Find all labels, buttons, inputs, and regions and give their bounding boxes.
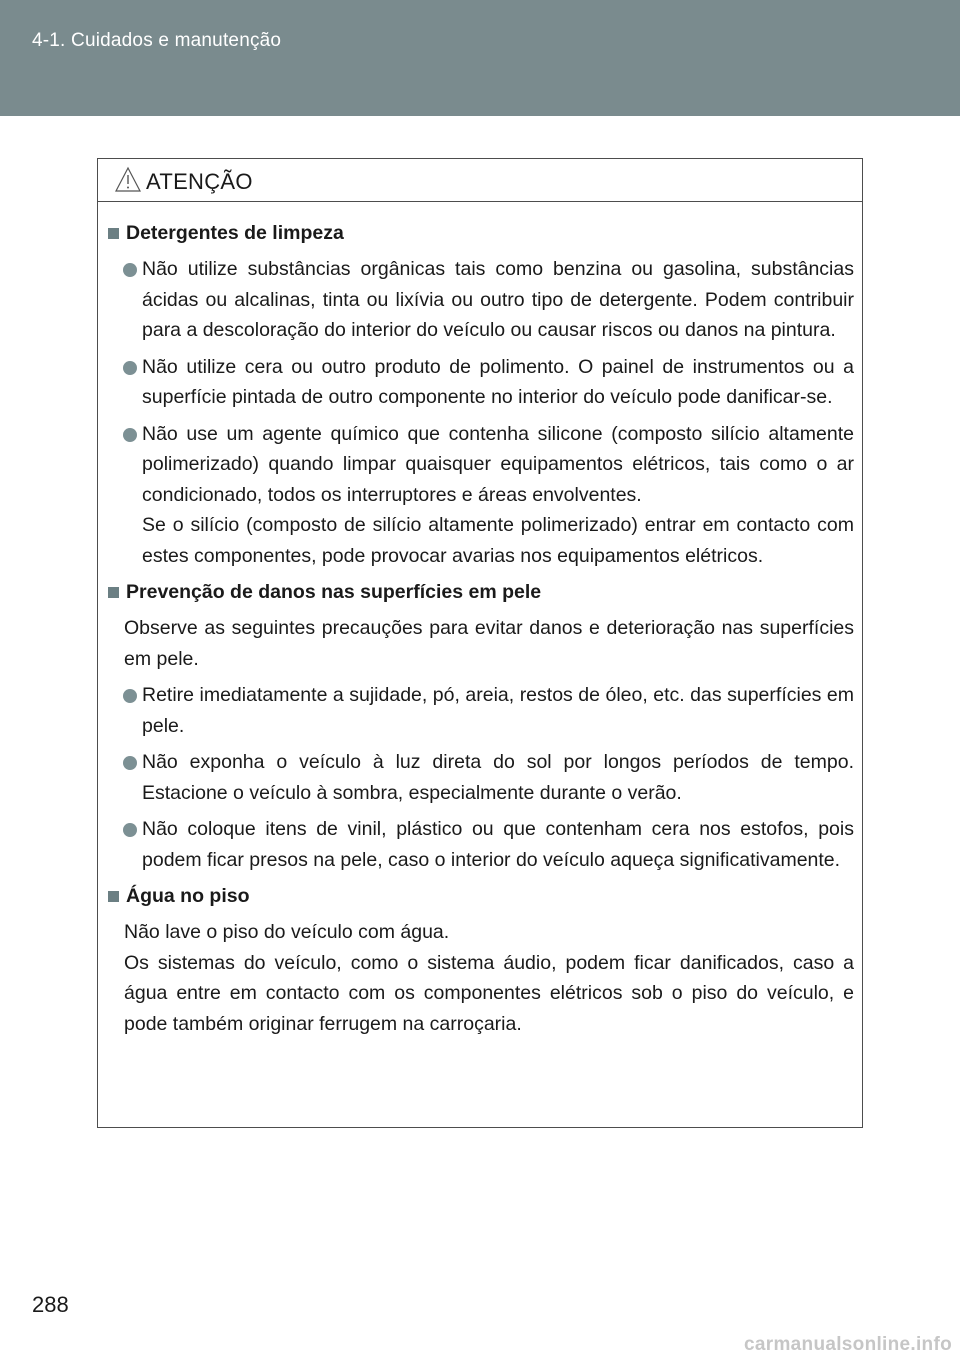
section-title: Prevenção de danos nas superfícies em pele: [108, 577, 854, 607]
section-title: Água no piso: [108, 881, 854, 911]
list-item: Não utilize cera ou outro produto de polimento. O painel de instrumentos ou a superfície pintada de outro componente no interior do veículo pode danificar-se.: [108, 352, 854, 413]
list-item: Não exponha o veículo à luz direta do sol por longos períodos de tempo. Estacione o veículo à sombra, especialmente durante o verão.: [108, 747, 854, 808]
warning-box: [97, 158, 863, 1128]
warning-box-header: [98, 159, 862, 202]
square-bullet-icon: [108, 228, 119, 239]
list-item: Retire imediatamente a sujidade, pó, areia, restos de óleo, etc. das superfícies em pele.: [108, 680, 854, 741]
circle-bullet-icon: [123, 756, 137, 770]
section-water-on-floor: [108, 881, 854, 1039]
section-title: Detergentes de limpeza: [108, 218, 854, 248]
page-number: 288: [32, 1292, 69, 1317]
square-bullet-icon: [108, 587, 119, 598]
paragraph: Os sistemas do veículo, como o sistema áudio, podem ficar danificados, caso a água entre em contacto com os componentes elétricos sob o piso do veículo, e pode também originar ferrugem na carroçaria.: [124, 951, 854, 1035]
chapter-title: 4-1. Cuidados e manutenção: [32, 30, 282, 51]
paragraph: Não lave o piso do veículo com água.: [124, 921, 450, 943]
list-item: Não utilize substâncias orgânicas tais como benzina ou gasolina, substâncias ácidas ou alcalinas, tinta ou lixívia ou outro tipo de detergente. Podem contribuir para a descoloração do interior do veículo ou causar riscos ou danos na pintura.: [108, 254, 854, 346]
list-item: Não use um agente químico que contenha silicone (composto silício altamente polimerizado) quando limpar quaisquer equipamentos elétricos, tais como o ar condicionado, todos os interruptores e áreas envolventes.: [108, 419, 854, 511]
circle-bullet-icon: [123, 361, 137, 375]
circle-bullet-icon: [123, 428, 137, 442]
circle-bullet-icon: [123, 823, 137, 837]
warning-body: [98, 202, 862, 1039]
circle-bullet-icon: [123, 263, 137, 277]
square-bullet-icon: [108, 891, 119, 902]
section-leather-protection: [108, 577, 854, 875]
section-intro: Observe as seguintes precauções para evitar danos e deterioração nas superfícies em pele.: [124, 617, 854, 670]
page-header: [0, 0, 960, 116]
warning-triangle-icon: [114, 166, 142, 194]
section-cleaning-detergents: [108, 218, 854, 571]
list-item: Não coloque itens de vinil, plástico ou que contenham cera nos estofos, pois podem ficar presos na pele, caso o interior do veículo aqueça significativamente.: [108, 814, 854, 875]
warning-title: ATENÇÃO: [146, 169, 253, 194]
list-item-continuation: Se o silício (composto de silício altamente polimerizado) entrar em contacto com estes componentes, pode provocar avarias nos equipamentos elétricos.: [142, 514, 854, 567]
circle-bullet-icon: [123, 689, 137, 703]
watermark: carmanualsonline.info: [744, 1334, 952, 1355]
